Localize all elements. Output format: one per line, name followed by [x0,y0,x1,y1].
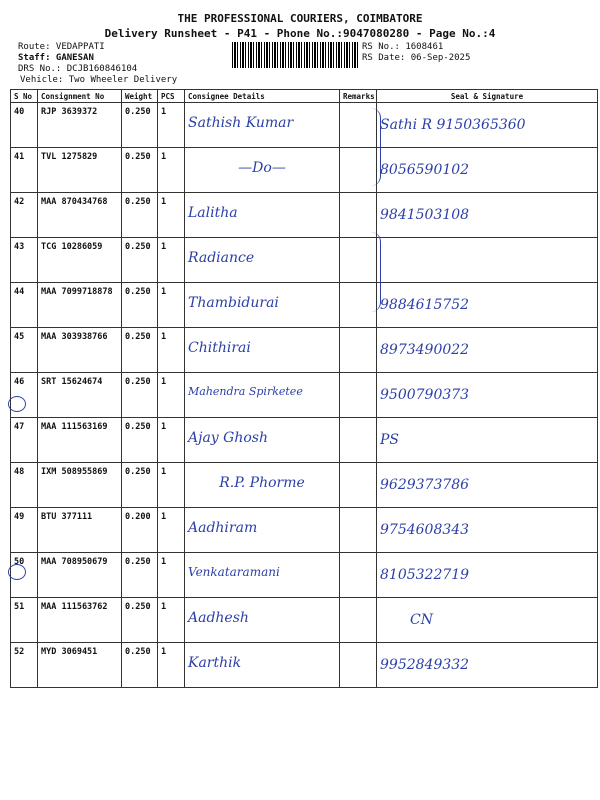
cell-remarks [340,373,377,418]
col-weight: Weight [122,90,158,103]
table-row [11,193,598,238]
table-row [11,508,598,553]
cell-consignee [185,463,340,508]
col-remarks: Remarks [340,90,377,103]
cell-remarks [340,598,377,643]
cell-consignment: MAA 708950679 [38,553,122,598]
consignee-handwriting: Chithirai [188,340,251,356]
runsheet-table [10,89,598,688]
cell-signature [377,553,598,598]
cell-consignee [185,193,340,238]
cell-sno: 43 [11,238,38,283]
cell-remarks [340,553,377,598]
cell-weight: 0.200 [122,508,158,553]
cell-signature [377,103,598,148]
cell-weight: 0.250 [122,418,158,463]
cell-consignment: MAA 111563762 [38,598,122,643]
cell-weight: 0.250 [122,598,158,643]
cell-consignment: MAA 870434768 [38,193,122,238]
cell-signature [377,238,598,283]
cell-weight: 0.250 [122,148,158,193]
table-row [11,643,598,688]
cell-weight: 0.250 [122,643,158,688]
cell-weight: 0.250 [122,238,158,283]
col-pcs: PCS [158,90,185,103]
cell-sno: 48 [11,463,38,508]
cell-consignment: IXM 508955869 [38,463,122,508]
cell-consignment: MYD 3069451 [38,643,122,688]
consignee-handwriting: —Do— [238,160,286,176]
table-row [11,373,598,418]
cell-sno: 46 [11,373,38,418]
consignee-handwriting: Thambidurai [188,295,279,311]
signature-handwriting: 9952849332 [380,657,470,673]
table-row [11,553,598,598]
cell-sno: 51 [11,598,38,643]
cell-consignment: MAA 111563169 [38,418,122,463]
cell-signature [377,328,598,373]
cell-consignment: MAA 303938766 [38,328,122,373]
route-label: Route: VEDAPPATI [18,42,105,52]
cell-weight: 0.250 [122,373,158,418]
cell-sno: 49 [11,508,38,553]
rs-date: RS Date: 06-Sep-2025 [362,53,471,63]
col-consignee: Consignee Details [185,90,340,103]
cell-sno: 47 [11,418,38,463]
hand-bracket-mark [370,232,381,312]
table-row [11,463,598,508]
cell-consignee [185,103,340,148]
signature-handwriting: 8105322719 [380,567,470,583]
cell-remarks [340,463,377,508]
hand-circle-mark [8,396,26,412]
cell-consignee [185,508,340,553]
cell-consignee [185,598,340,643]
cell-weight: 0.250 [122,328,158,373]
cell-consignee [185,238,340,283]
cell-signature [377,283,598,328]
cell-sno: 41 [11,148,38,193]
rs-number: RS No.: 1608461 [362,42,444,52]
consignee-handwriting: R.P. Phorme [219,475,305,491]
cell-weight: 0.250 [122,283,158,328]
cell-remarks [340,643,377,688]
signature-handwriting: 8056590102 [380,162,470,178]
cell-pcs: 1 [158,418,185,463]
consignee-handwriting: Aadhesh [188,610,249,626]
table-row [11,418,598,463]
consignee-handwriting: Aadhiram [188,520,258,536]
cell-consignment: BTU 377111 [38,508,122,553]
consignee-handwriting: Lalitha [188,205,238,221]
consignee-handwriting: Venkataramani [188,565,280,579]
runsheet-title: Delivery Runsheet - P41 - Phone No.:9047080280 - Page No.:4 [104,27,496,40]
table-row [11,598,598,643]
cell-pcs: 1 [158,598,185,643]
consignee-handwriting: Mahendra Spirketee [188,385,303,398]
company-title: THE PROFESSIONAL COURIERS, COIMBATORE [177,12,423,25]
col-sno: S No [11,90,38,103]
cell-consignee [185,418,340,463]
hand-bracket-mark [370,108,381,186]
cell-consignment: SRT 15624674 [38,373,122,418]
table-row [11,103,598,148]
cell-remarks [340,418,377,463]
cell-sno: 52 [11,643,38,688]
cell-signature [377,508,598,553]
cell-pcs: 1 [158,508,185,553]
table-header-row [11,90,598,103]
cell-consignment: TCG 10286059 [38,238,122,283]
cell-weight: 0.250 [122,193,158,238]
cell-consignee [185,553,340,598]
signature-handwriting: 9884615752 [380,297,470,313]
cell-consignee [185,328,340,373]
cell-consignee [185,373,340,418]
staff-label: Staff: GANESAN [18,53,94,63]
cell-signature [377,148,598,193]
signature-handwriting: CN [410,612,433,628]
cell-signature [377,643,598,688]
cell-sno: 44 [11,283,38,328]
cell-pcs: 1 [158,328,185,373]
cell-pcs: 1 [158,103,185,148]
table-row [11,328,598,373]
cell-remarks [340,193,377,238]
table-row [11,148,598,193]
cell-consignment: MAA 7099718878 [38,283,122,328]
signature-handwriting: 9754608343 [380,522,470,538]
cell-pcs: 1 [158,553,185,598]
cell-consignee [185,643,340,688]
cell-weight: 0.250 [122,103,158,148]
cell-consignee [185,148,340,193]
cell-signature [377,373,598,418]
signature-handwriting: 9629373786 [380,477,470,493]
signature-handwriting: 9500790373 [380,387,470,403]
cell-pcs: 1 [158,238,185,283]
cell-signature [377,193,598,238]
signature-handwriting: PS [380,432,400,448]
cell-consignment: TVL 1275829 [38,148,122,193]
vehicle-label: Vehicle: Two Wheeler Delivery [20,75,178,85]
drs-number: DRS No.: DCJB160846104 [18,64,138,74]
cell-weight: 0.250 [122,463,158,508]
cell-weight: 0.250 [122,553,158,598]
cell-signature [377,418,598,463]
col-consignment: Consignment No [38,90,122,103]
consignee-handwriting: Sathish Kumar [188,115,294,131]
cell-pcs: 1 [158,643,185,688]
hand-circle-mark [8,564,26,580]
cell-pcs: 1 [158,148,185,193]
cell-sno: 40 [11,103,38,148]
cell-consignment: RJP 3639372 [38,103,122,148]
consignee-handwriting: Karthik [188,655,242,671]
cell-consignee [185,283,340,328]
consignee-handwriting: Radiance [188,250,255,266]
cell-remarks [340,328,377,373]
table-row [11,238,598,283]
barcode-image [232,42,358,68]
signature-handwriting: Sathi R 9150365360 [380,117,526,133]
col-signature: Seal & Signature [377,90,598,103]
cell-pcs: 1 [158,193,185,238]
cell-pcs: 1 [158,283,185,328]
cell-signature [377,463,598,508]
signature-handwriting: 8973490022 [380,342,470,358]
cell-pcs: 1 [158,463,185,508]
cell-pcs: 1 [158,373,185,418]
cell-sno: 50 [11,553,38,598]
cell-signature [377,598,598,643]
signature-handwriting: 9841503108 [380,207,470,223]
consignee-handwriting: Ajay Ghosh [188,430,268,446]
cell-sno: 42 [11,193,38,238]
cell-remarks [340,508,377,553]
table-row [11,283,598,328]
cell-sno: 45 [11,328,38,373]
